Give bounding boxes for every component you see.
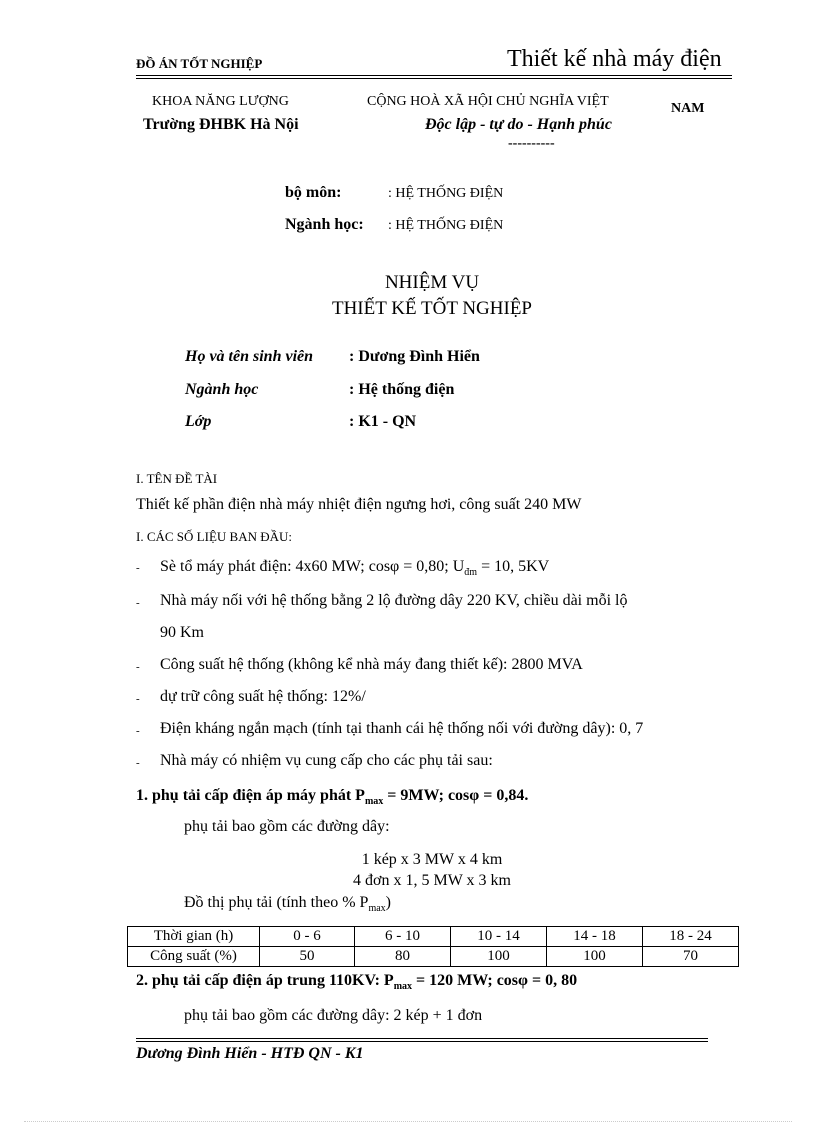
spec-reactance: Điện kháng ngắn mạch (tính tại thanh cái hệ thống nối với đường dây): 0, 7 (160, 720, 644, 737)
dept-value: : HỆ THỐNG ĐIỆN (388, 186, 504, 201)
motto: Độc lập - tự do - Hạnh phúc (425, 116, 612, 133)
load2-title: 2. phụ tải cấp điện áp trung 110KV: $P_{max} = 120$ MW; cosφ = 0, 80 (136, 972, 578, 993)
table-header-cell: 10 - 14 (451, 927, 547, 947)
student-name-value: : Dương Đình Hiển (349, 348, 480, 365)
header-divider-2 (136, 78, 732, 79)
footer-text: Dương Đình Hiển - HTĐ QN - K1 (136, 1045, 364, 1062)
bullet-mark: - (136, 725, 140, 737)
student-class-value: : K1 - QN (349, 413, 417, 430)
section1-heading: I. TÊN ĐỀ TÀI (136, 471, 218, 486)
spec-system-power: Công suất hệ thống (không kể nhà máy đang thiết kế): 2800 MVA (160, 656, 583, 673)
table-header-cell: Thời gian (h) (128, 927, 260, 947)
school-name: Trường ĐHBK Hà Nội (143, 116, 299, 133)
task-title-line2: THIẾT KẾ TỐT NGHIỆP (331, 298, 532, 319)
table-cell: 100 (451, 947, 547, 967)
table-header-cell: 0 - 6 (260, 927, 355, 947)
major-label: Ngành học: (285, 216, 364, 233)
spec-loads-intro: Nhà máy có nhiệm vụ cung cấp cho các phụ tải sau: (160, 752, 493, 769)
load1-includes: phụ tải bao gồm các đường dây: (184, 818, 390, 835)
student-major-value: : Hệ thống điện (349, 381, 455, 398)
load2-includes: phụ tải bao gồm các đường dây: 2 kép + 1 đơn (184, 1007, 483, 1024)
faculty-name: KHOA NĂNG LƯỢNG (152, 94, 289, 109)
header-left: ĐỒ ÁN TỐT NGHIỆP (136, 56, 263, 71)
major-value: : HỆ THỐNG ĐIỆN (388, 218, 504, 233)
bullet-mark: - (136, 757, 140, 769)
student-major-label: Ngành học (185, 381, 259, 398)
table-header-cell: 18 - 24 (643, 927, 739, 947)
bullet-mark: - (136, 562, 140, 574)
header-divider (136, 75, 732, 76)
table-cell: 70 (643, 947, 739, 967)
page-edge (24, 1121, 792, 1122)
load-graph-caption: Đồ thị phụ tải (tính theo % $P_{max}$) (184, 894, 391, 915)
load-table (127, 926, 739, 967)
dept-label: bộ môn: (285, 184, 342, 201)
spec-generators: Sè tổ máy phát điện: 4x60 MW; cosφ = 0,80; $U_{đm} = 10$, 5KV (160, 558, 550, 579)
section1-text: Thiết kế phần điện nhà máy nhiệt điện ngưng hơi, công suất 240 MW (136, 496, 582, 513)
footer-divider (136, 1038, 708, 1039)
table-row (128, 927, 739, 947)
load1-line-single: 4 đơn x 1, 5 MW x 3 km (353, 872, 511, 889)
dashes-separator: ---------- (508, 136, 555, 151)
load1-title: 1. phụ tải cấp điện áp máy phát $P_{max} = 9MW$; cosφ = 0,84. (136, 787, 529, 808)
table-cell: 50 (260, 947, 355, 967)
bullet-mark: - (136, 597, 140, 609)
nation-line: CỘNG HOÀ XÃ HỘI CHỦ NGHĨA VIỆT (367, 94, 609, 109)
spec-reserve: dự trữ công suất hệ thống: 12%/ (160, 688, 366, 705)
student-name-label: Họ và tên sinh viên (185, 348, 314, 365)
nation-tail: NAM (671, 101, 705, 116)
student-class-label: Lớp (185, 413, 212, 430)
bullet-mark: - (136, 693, 140, 705)
table-cell: 80 (355, 947, 451, 967)
table-cell: Công suất (%) (128, 947, 260, 967)
section2-heading: I. CÁC SỐ LIỆU BAN ĐẦU: (136, 529, 292, 544)
table-row (128, 947, 739, 967)
task-title-line1: NHIỆM VỤ (384, 272, 480, 293)
spec-connection-line1: Nhà máy nối với hệ thống bằng 2 lộ đường dây 220 KV, chiều dài mỗi lộ (160, 592, 628, 609)
header-right: Thiết kế nhà máy điện (507, 46, 722, 72)
spec-connection-line2: 90 Km (160, 624, 204, 641)
table-cell: 100 (547, 947, 643, 967)
load1-line-double: 1 kép x 3 MW x 4 km (361, 851, 503, 868)
table-header-cell: 6 - 10 (355, 927, 451, 947)
bullet-mark: - (136, 661, 140, 673)
table-header-cell: 14 - 18 (547, 927, 643, 947)
footer-divider-2 (136, 1041, 708, 1042)
